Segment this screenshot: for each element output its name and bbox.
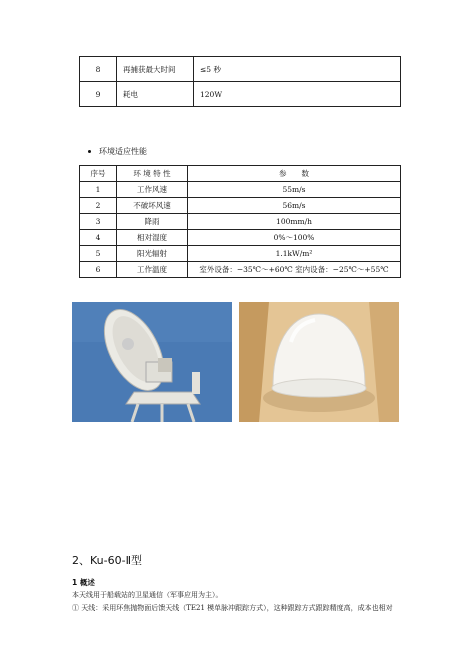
table-row: [80, 246, 401, 262]
row-number: 2: [80, 198, 117, 214]
table-row: [80, 214, 401, 230]
spec-table-continued: [79, 56, 401, 107]
row-item: 耗电: [117, 82, 194, 107]
table-row: [80, 198, 401, 214]
model-heading: 2、Ku-60-Ⅱ型: [72, 554, 142, 567]
env-section-title: [88, 146, 147, 157]
row-number: 4: [80, 230, 117, 246]
overview-paragraph-1: 本天线用于船载站的卫星通信（军事应用为主）。: [72, 591, 223, 599]
radome-image: [239, 302, 399, 422]
env-table: [79, 165, 401, 278]
row-item: 降雨: [117, 214, 188, 230]
row-number: 9: [80, 82, 117, 107]
table-row: [80, 57, 401, 82]
row-item: 工作风速: [117, 182, 188, 198]
row-item: 不破坏风速: [117, 198, 188, 214]
row-param: 1.1kW/m²: [188, 246, 401, 262]
header-item: 环 境 特 性: [117, 166, 188, 182]
bullet-dot-icon: [88, 150, 91, 153]
row-param: 室外设备：−35℃～+60℃ 室内设备：−25℃～+55℃: [188, 262, 401, 278]
row-param: 56m/s: [188, 198, 401, 214]
table-row: [80, 182, 401, 198]
satellite-dish-image: [72, 302, 232, 422]
row-item: 工作温度: [117, 262, 188, 278]
header-no: 序号: [80, 166, 117, 182]
row-item: 相对湿度: [117, 230, 188, 246]
row-item: 阳光辐射: [117, 246, 188, 262]
row-param: 55m/s: [188, 182, 401, 198]
row-param: 100mm/h: [188, 214, 401, 230]
table-row: [80, 262, 401, 278]
row-item: 再捕获最大时间: [117, 57, 194, 82]
table-header-row: [80, 166, 401, 182]
row-value: ≤5 秒: [194, 57, 401, 82]
antenna-photo: [72, 302, 232, 422]
row-number: 1: [80, 182, 117, 198]
radome-photo: [239, 302, 399, 422]
row-number: 8: [80, 57, 117, 82]
row-number: 6: [80, 262, 117, 278]
row-number: 3: [80, 214, 117, 230]
overview-subheading: 1 概述: [72, 578, 95, 587]
table-row: [80, 230, 401, 246]
overview-paragraph-2: ① 天线：采用环焦抛物面后馈天线（TE21 模单脉冲跟踪方式），这种跟踪方式跟踪精度高，成本也相对: [72, 604, 393, 612]
env-section-title-text: 环境适应性能: [99, 147, 147, 156]
table-row: [80, 82, 401, 107]
row-number: 5: [80, 246, 117, 262]
header-param: 参 数: [188, 166, 401, 182]
row-param: 0%～100%: [188, 230, 401, 246]
row-value: 120W: [194, 82, 401, 107]
